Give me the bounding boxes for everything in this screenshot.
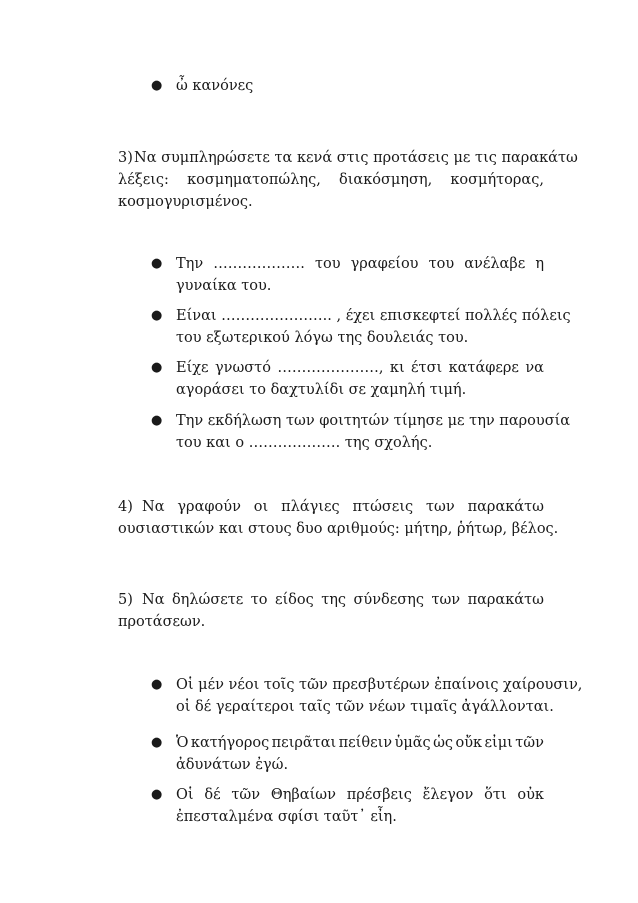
item-word: κι [389,360,405,376]
item-word: ὑμᾶς [394,735,431,751]
q3-item-3-line2: αγοράσει το δαχτυλίδι σε χαμηλή τιμή. [176,382,467,398]
bullet-icon: ● [151,735,163,750]
item-word: ὡς [433,735,454,751]
bullet-icon: ● [151,78,163,93]
question-number-3: 3) [118,150,133,166]
item-word: Είχε [176,360,209,376]
item-word: τῶν [515,735,544,751]
item-word: να [525,360,544,376]
item-word: του [428,256,455,272]
q3-item-1-line1 [176,254,544,274]
q5-word: παρακάτω [467,592,544,608]
item-word: οὔκ [455,735,483,751]
q4-word: πλάγιες [281,499,340,515]
q3-item-3-line1 [176,358,544,378]
list-item-top: ὦ κανόνες [176,78,254,94]
item-word: Ὁ [176,735,189,751]
q4-word: παρακάτω [467,499,544,515]
bullet-icon: ● [151,256,163,271]
item-word: πειρᾶται [271,735,337,751]
item-word: κατήγορος [190,735,270,751]
item-word: γραφείου [350,256,419,272]
q5-word: της [321,592,347,608]
q3-line1 [134,148,578,168]
q5-line1 [142,590,544,610]
item-word: ανέλαβε [464,256,526,272]
item-word: κατάφερε [448,360,519,376]
q5-item-2-line1 [176,733,544,753]
bullet-icon: ● [151,677,163,692]
q5-word: το [250,592,268,608]
item-word: έτσι [411,360,443,376]
item-word: ὅτι [484,787,507,803]
item-word: εἰμι [484,735,513,751]
bullet-icon: ● [151,308,163,323]
item-word: Οἱ [176,787,194,803]
item-word: η [535,256,544,272]
bullet-icon: ● [151,360,163,375]
item-word: τῶν [231,787,261,803]
q3-item-2-line1: Είναι ………………….. , έχει επισκεφτεί πολλές πόλεις [176,308,571,324]
q5-word: σύνδεσης [353,592,424,608]
q3-word: κοσμήτορας, [450,172,544,188]
item-word: ἔλεγον [422,787,474,803]
q4-word: πτώσεις [352,499,414,515]
question-number-5: 5) [118,592,133,608]
item-word: δέ [204,787,221,803]
q4-word: οι [253,499,269,515]
q4-word: γραφούν [177,499,241,515]
q4-line2: ουσιαστικών και στους δυο αριθμούς: μήτηρ, ῥήτωρ, βέλος. [118,521,559,537]
q5-word: είδος [274,592,314,608]
q3-item-1-line2: γυναίκα του. [176,278,272,294]
item-word: …………………, [277,360,384,376]
q3-word: λέξεις: [118,172,169,188]
item-word: Θηβαίων [270,787,336,803]
q3-word: διακόσμηση, [338,172,433,188]
item-word: πρέσβεις [346,787,412,803]
q3-line3: κοσμογυρισμένος. [118,194,253,210]
item-word: πείθειν [338,735,393,751]
q5-word: Να [142,592,165,608]
q3-item-4-line1: Την εκδήλωση των φοιτητών τίμησε με την παρουσία [176,413,571,429]
q3-word: κοσμηματοπώλης, [187,172,321,188]
q4-word: των [426,499,455,515]
q5-item-1-line1: Οἱ μέν νέοι τοῖς τῶν πρεσβυτέρων ἐπαίνοις χαίρουσιν, [176,677,583,693]
q5-item-3-line1 [176,785,544,805]
item-word: ………………. [213,256,305,272]
q3-item-2-line2: του εξωτερικού λόγω της δουλειάς του. [176,330,469,346]
bullet-icon: ● [151,787,163,802]
item-word: γνωστό [214,360,271,376]
item-word: Την [176,256,204,272]
q5-line2: προτάσεων. [118,614,206,630]
q5-word: δηλώσετε [171,592,244,608]
q3-line1-text: Να συμπληρώσετε τα κενά στις προτάσεις με τις παρακάτω [134,150,578,166]
q4-word: Να [142,499,165,515]
item-word: οὐκ [517,787,544,803]
q4-line1 [142,497,544,517]
q5-word: των [431,592,461,608]
bullet-icon: ● [151,413,163,428]
q3-item-4-line2: του και ο ………………. της σχολής. [176,435,433,451]
q3-line2 [118,170,544,190]
q5-item-3-line2: ἐπεσταλμένα σφίσι ταῦτ᾽ εἶη. [176,809,397,825]
question-number-4: 4) [118,499,133,515]
item-word: του [314,256,341,272]
q5-item-1-line2: οἱ δέ γεραίτεροι ταῖς τῶν νέων τιμαῖς ἀγάλλονται. [176,699,554,715]
q5-item-2-line2: ἀδυνάτων ἐγώ. [176,757,289,773]
